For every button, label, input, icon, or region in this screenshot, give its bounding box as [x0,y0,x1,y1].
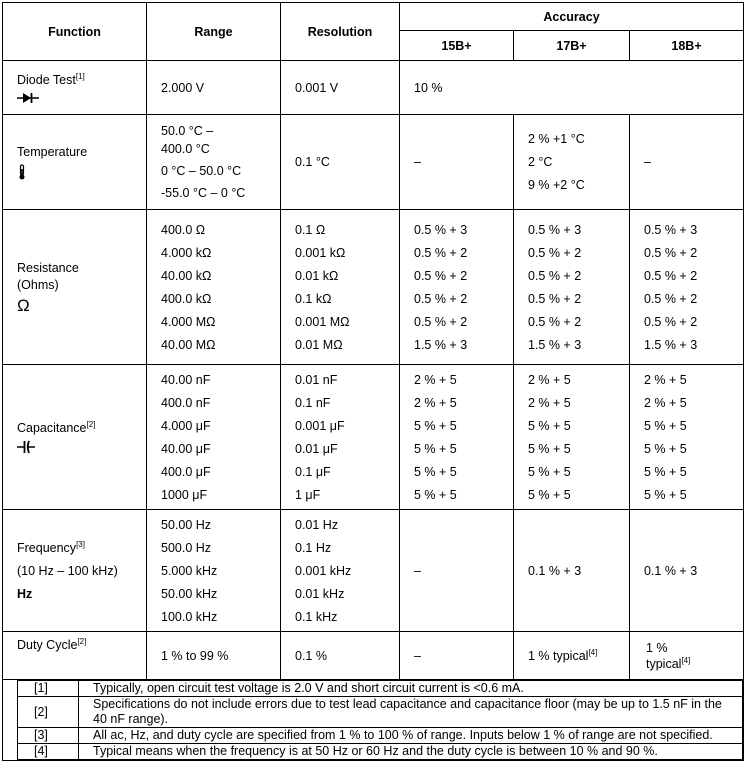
range-value: 4.000 MΩ [161,314,216,329]
footnote-ref: [2] [86,419,96,429]
range-cell: 1 % to 99 % [147,632,281,680]
accuracy-value: 0.5 % + 3 [528,222,582,237]
resolution-value: 0.01 kΩ [295,268,339,283]
header-range: Range [147,3,281,61]
accuracy-value: 0.5 % + 2 [644,314,698,329]
footnote-ref: [4] [681,655,691,665]
header-model-15b: 15B+ [400,31,514,61]
accuracy-value: 1 % [646,640,668,655]
footnote-number: [2] [18,697,79,728]
range-value: 40.00 MΩ [161,337,216,352]
accuracy-value: 0.5 % + 3 [644,222,698,237]
accuracy-value: 1.5 % + 3 [414,337,468,352]
resolution-value: 0.1 nF [295,395,331,410]
footnote-ref: [2] [77,636,87,646]
resolution-value: 0.01 Hz [295,517,339,532]
accuracy-value: 5 % + 5 [414,441,457,456]
footnote-text: Specifications do not include errors due to test lead capacitance and capacitance floor (may be up to 1.5 nF in the 40 nF range). [79,697,743,728]
footnotes-row [3,680,744,761]
accuracy-value: 0.5 % + 2 [644,245,698,260]
range-cell [147,210,281,365]
range-value: 1000 μF [161,487,208,502]
header-resolution: Resolution [281,3,400,61]
accuracy-value: 5 % + 5 [414,464,457,479]
function-subname: (Ohms) [17,278,59,292]
accuracy-17b-cell [514,632,630,680]
function-subname: (10 Hz – 100 kHz) [17,563,118,578]
range-value: 400.0 kΩ [161,291,212,306]
accuracy-value: 0.5 % + 2 [528,314,582,329]
accuracy-value: 2 % +1 °C [528,132,585,146]
header-model-18b: 18B+ [630,31,744,61]
accuracy-value: 5 % + 5 [528,464,571,479]
range-value: 5.000 kHz [161,563,218,578]
accuracy-value: 5 % + 5 [644,441,687,456]
accuracy-value: 5 % + 5 [528,487,571,502]
row-diode-test [3,61,744,115]
row-frequency [3,510,744,632]
resolution-value: 0.001 kΩ [295,245,346,260]
capacitor-icon [17,440,35,454]
accuracy-value: 0.5 % + 2 [528,291,582,306]
function-name: Capacitance [17,421,87,435]
footnote-number: [4] [18,744,79,760]
accuracy-value: 1 % typical [528,648,589,663]
resolution-value: 0.1 kΩ [295,291,332,306]
accuracy-value: typical [646,656,682,671]
accuracy-18b-cell: – [630,115,744,210]
accuracy-17b-cell [514,210,630,365]
header-accuracy: Accuracy [400,3,744,31]
resolution-cell [281,510,400,632]
accuracy-value: 0.5 % + 2 [414,314,468,329]
accuracy-value: 0.5 % + 2 [644,268,698,283]
accuracy-value: 5 % + 5 [644,418,687,433]
accuracy-value: 2 % + 5 [414,395,457,410]
accuracy-value: 0.5 % + 2 [414,268,468,283]
header-model-17b: 17B+ [514,31,630,61]
accuracy-value: 9 % +2 °C [528,178,585,192]
function-name: Temperature [17,145,88,159]
resolution-value: 0.1 μF [295,464,331,479]
footnote-ref: [3] [76,539,85,549]
accuracy-value: 0.5 % + 2 [414,291,468,306]
accuracy-value: 2 % + 5 [644,395,687,410]
resolution-value: 0.1 kHz [295,609,338,624]
function-cell [3,632,147,680]
range-value: 500.0 Hz [161,540,212,555]
row-duty-cycle [3,632,744,680]
footnote [18,697,743,728]
accuracy-value: 0.5 % + 2 [528,268,582,283]
resolution-value: 0.001 kHz [295,563,352,578]
footnote-ref: [4] [588,647,598,657]
footnote-ref: [1] [75,71,85,81]
range-value: 50.00 Hz [161,517,212,532]
range-value: 400.0 Ω [161,222,206,237]
resolution-value: 0.001 MΩ [295,314,350,329]
resolution-cell: 0.1 °C [281,115,400,210]
footnote-text: Typically, open circuit test voltage is 2.0 V and short circuit current is <0.6 mA. [79,681,743,697]
accuracy-value: 2 % + 5 [528,395,571,410]
range-value: 40.00 nF [161,372,211,387]
accuracy-value: 5 % + 5 [644,487,687,502]
footnote-number: [3] [18,728,79,744]
range-value: 400.0 °C [161,142,210,156]
resolution-cell [281,210,400,365]
accuracy-15b-cell: – [400,632,514,680]
accuracy-value: 5 % + 5 [528,418,571,433]
accuracy-cell: 10 % [400,61,744,115]
accuracy-value: 1.5 % + 3 [528,337,582,352]
range-value: 0 °C – 50.0 °C [161,164,242,178]
footnote [18,728,743,744]
header-function: Function [3,3,147,61]
hz-icon: Hz [17,586,33,601]
accuracy-value: 0.5 % + 2 [528,245,582,260]
function-name: Diode Test [17,72,76,87]
range-value: 50.00 kHz [161,586,218,601]
range-value: -55.0 °C – 0 °C [161,186,246,200]
accuracy-17b-cell [514,115,630,210]
accuracy-value: 2 % + 5 [414,372,457,387]
range-value: 4.000 kΩ [161,245,212,260]
accuracy-18b-cell [630,632,744,680]
resolution-cell [281,365,400,510]
footnotes [17,680,743,760]
range-value: 400.0 μF [161,464,211,479]
resolution-value: 0.01 MΩ [295,337,343,352]
range-value: 100.0 kHz [161,609,218,624]
range-cell [147,365,281,510]
row-temperature [3,115,744,210]
footnote-text: Typical means when the frequency is at 50 Hz or 60 Hz and the duty cycle is between 10 % and 90 %. [79,744,743,760]
accuracy-18b-cell [630,365,744,510]
accuracy-value: 2 °C [528,155,553,169]
accuracy-value: 0.5 % + 3 [414,222,468,237]
ohm-icon: Ω [17,296,30,315]
accuracy-value: 0.5 % + 2 [414,245,468,260]
resolution-value: 0.1 Ω [295,222,326,237]
resolution-cell: 0.001 V [281,61,400,115]
accuracy-value: 2 % + 5 [644,372,687,387]
function-name: Resistance [17,261,79,275]
range-value: 40.00 kΩ [161,268,212,283]
accuracy-15b-cell [400,365,514,510]
resolution-value: 0.01 nF [295,372,338,387]
accuracy-15b-cell [400,210,514,365]
accuracy-value: 1.5 % + 3 [644,337,698,352]
resolution-value: 0.01 μF [295,441,338,456]
footnote [18,744,743,760]
accuracy-value: 5 % + 5 [414,418,457,433]
row-capacitance [3,365,744,510]
resolution-value: 0.1 Hz [295,540,332,555]
thermometer-icon [17,164,27,180]
function-name: Frequency [17,540,77,555]
range-value: 400.0 nF [161,395,211,410]
function-cell [3,210,147,365]
accuracy-15b-cell: – [400,510,514,632]
footnote-text: All ac, Hz, and duty cycle are specified from 1 % to 100 % of range. Inputs below 1 % of range are not specified. [79,728,743,744]
accuracy-value: 5 % + 5 [528,441,571,456]
function-cell [3,510,147,632]
resolution-value: 1 μF [295,487,321,502]
range-cell [147,115,281,210]
accuracy-value: 0.5 % + 2 [644,291,698,306]
diode-icon [17,92,39,104]
accuracy-18b-cell: 0.1 % + 3 [630,510,744,632]
range-cell: 2.000 V [147,61,281,115]
footnotes-cell [3,680,744,761]
function-cell [3,115,147,210]
range-cell [147,510,281,632]
accuracy-value: 5 % + 5 [414,487,457,502]
function-cell [3,365,147,510]
accuracy-15b-cell: – [400,115,514,210]
accuracy-18b-cell [630,210,744,365]
resolution-cell: 0.1 % [281,632,400,680]
footnote-number: [1] [18,681,79,697]
accuracy-17b-cell [514,365,630,510]
range-value: 40.00 μF [161,441,211,456]
accuracy-value: 5 % + 5 [644,464,687,479]
function-name: Duty Cycle [17,638,78,652]
accuracy-value: 2 % + 5 [528,372,571,387]
spec-table [2,2,744,761]
range-value: 50.0 °C – [161,124,214,138]
row-resistance [3,210,744,365]
resolution-value: 0.01 kHz [295,586,345,601]
resolution-value: 0.001 μF [295,418,345,433]
footnote [18,681,743,697]
function-cell [3,61,147,115]
accuracy-17b-cell: 0.1 % + 3 [514,510,630,632]
range-value: 4.000 μF [161,418,211,433]
